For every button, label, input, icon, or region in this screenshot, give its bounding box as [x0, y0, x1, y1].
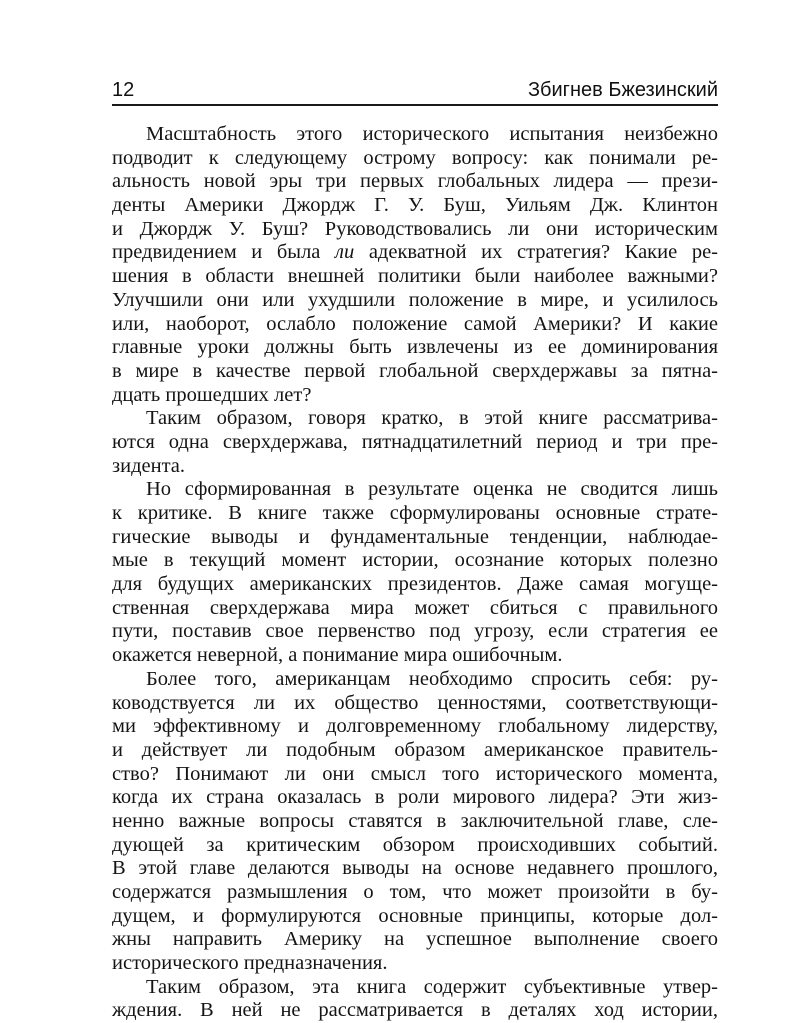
- text-line: ми эффективному и долговременному глобальному лидерству,: [112, 715, 718, 738]
- text-line: В этой главе делаются выводы на основе недавнего прошлого,: [112, 857, 718, 880]
- running-header: [112, 78, 718, 104]
- paragraph: [112, 407, 718, 478]
- text-line: главные уроки должны быть извлечены из ее доминирования: [112, 336, 718, 359]
- paragraph: [112, 123, 718, 407]
- header-author: Збигнев Бжезинский: [527, 79, 718, 101]
- text-line: Более того, американцам необходимо спросить себя: ру-: [146, 667, 718, 690]
- header-rule: [112, 104, 718, 106]
- text-line: предвидением и была ли адекватной их стратегия? Какие ре-: [112, 241, 718, 264]
- text-line: в мире в качестве первой глобальной сверхдержавы за пятна-: [112, 359, 718, 382]
- text-line: ются одна сверхдержава, пятнадцатилетний период и три пре-: [112, 430, 718, 453]
- text-line: дующей за критическим обзором происходивших событий.: [112, 833, 718, 856]
- text-line: когда их страна оказалась в роли мирового лидера? Эти жиз-: [112, 786, 718, 809]
- text-line: пути, поставив свое первенство под угрозу, если стратегия ее: [112, 620, 718, 643]
- text-line: ненно важные вопросы ставятся в заключительной главе, сле-: [112, 809, 718, 832]
- page-number: 12: [112, 79, 135, 101]
- text-line: окажется неверной, а понимание мира ошибочным.: [112, 644, 563, 667]
- text-line: дцать прошедших лет?: [112, 383, 312, 406]
- text-line: шения в области внешней политики были наиболее важными?: [112, 265, 718, 288]
- text-line: ство? Понимают ли они смысл того исторического момента,: [112, 762, 718, 785]
- text-line: подводит к следующему острому вопросу: как понимали ре-: [112, 146, 718, 169]
- text-line: мые в текущий момент истории, осознание которых полезно: [112, 549, 718, 572]
- text-line: денты Америки Джордж Г. У. Буш, Уильям Дж. Клинтон: [112, 194, 718, 217]
- text-line: ководствуется ли их общество ценностями, соответствующи-: [112, 691, 718, 714]
- body-text: [112, 123, 718, 1023]
- text-line: и Джордж У. Буш? Руководствовались ли они историческим: [112, 217, 718, 240]
- text-line: жны направить Америку на успешное выполнение своего: [112, 928, 718, 951]
- text-line: Масштабность этого исторического испытания неизбежно: [146, 123, 718, 145]
- text-line: Но сформированная в результате оценка не сводится лишь: [146, 478, 718, 501]
- text-line: Таким образом, эта книга содержит субъективные утвер-: [146, 975, 718, 998]
- text-line: содержатся размышления о том, что может произойти в бу-: [112, 881, 718, 903]
- text-line: и действует ли подобным образом американское правитель-: [112, 738, 718, 761]
- paragraph: [112, 478, 718, 668]
- text-line: или, наоборот, ослабло положение самой Америки? И какие: [112, 312, 718, 335]
- text-line: исторического предназначения.: [112, 952, 388, 975]
- text-line: ждения. В ней не рассматривается в деталях ход истории,: [112, 999, 718, 1022]
- emphasis: ли: [335, 241, 355, 264]
- text-line: для будущих американских президентов. Даже самая могуще-: [112, 573, 718, 596]
- text-line: зидента.: [112, 454, 186, 477]
- text-line: альность новой эры три первых глобальных лидера — прези-: [112, 170, 718, 193]
- text-line: Таким образом, говоря кратко, в этой книге рассматрива-: [146, 407, 718, 430]
- text-line: ственная сверхдержава мира может сбиться с правильного: [112, 596, 718, 619]
- text-line: дущем, и формулируются основные принципы, которые дол-: [112, 904, 718, 927]
- text-line: гические выводы и фундаментальные тенденции, наблюдае-: [112, 525, 718, 548]
- text-line: к критике. В книге также сформулированы основные страте-: [112, 502, 718, 524]
- paragraph: [112, 976, 718, 1023]
- text-line: Улучшили они или ухудшили положение в мире, и усилилось: [112, 288, 718, 311]
- paragraph: [112, 668, 718, 976]
